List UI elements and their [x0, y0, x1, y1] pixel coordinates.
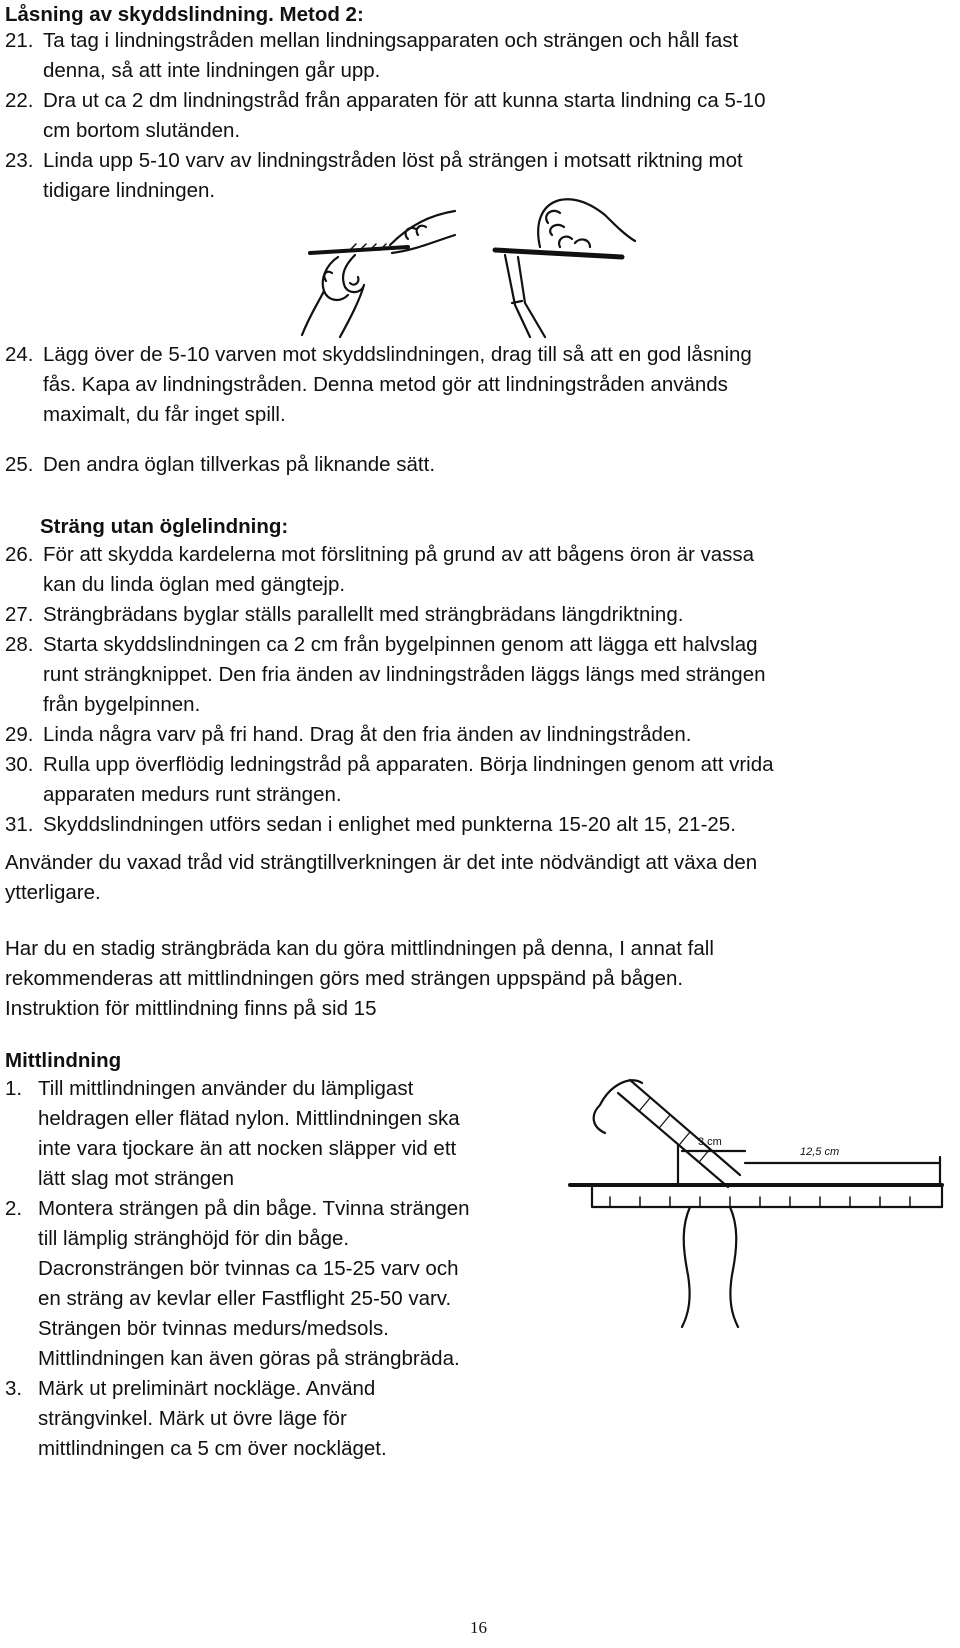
step-line: Strängbrädans byglar ställs parallellt med strängbrädans längdriktning. [43, 603, 684, 626]
step-line: en sträng av kevlar eller Fastflight 25-50 varv. [38, 1287, 452, 1310]
step-line: Dra ut ca 2 dm lindningstråd från apparaten för att kunna starta lindning ca 5-10 [43, 89, 766, 112]
step-number: 27. [5, 603, 34, 626]
paragraph-line: ytterligare. [5, 881, 101, 904]
step-line: Strängen bör tvinnas medurs/medsols. [38, 1317, 389, 1340]
step-number: 31. [5, 813, 34, 836]
step-number: 30. [5, 753, 34, 776]
step-line: Linda upp 5-10 varv av lindningstråden löst på strängen i motsatt riktning mot [43, 149, 743, 172]
step-line: heldragen eller flätad nylon. Mittlindningen ska [38, 1107, 460, 1130]
step-line: För att skydda kardelerna mot förslitning på grund av att bågens öron är vassa [43, 543, 755, 566]
step-line: Rulla upp överflödig ledningstråd på apparaten. Börja lindningen genom att vrida [43, 753, 774, 776]
step-line: mittlindningen ca 5 cm över nockläget. [38, 1437, 387, 1460]
step-line: Starta skyddslindningen ca 2 cm från bygelpinnen genom att lägga ett halvslag [43, 633, 758, 656]
dimension-label-12-5cm: 12,5 cm [800, 1146, 840, 1158]
step-line: tidigare lindningen. [43, 179, 216, 202]
step-line: från bygelpinnen. [43, 693, 201, 716]
step-number: 26. [5, 543, 34, 566]
dimension-label-3cm: 3 cm [698, 1136, 722, 1148]
heading-center-serving: Mittlindning [5, 1049, 122, 1072]
step-number: 28. [5, 633, 34, 656]
step-number: 3. [5, 1377, 23, 1400]
step-line: till lämplig stränghöjd för din båge. [38, 1227, 350, 1250]
paragraph-line: rekommenderas att mittlindningen görs med strängen uppspänd på bågen. [5, 967, 684, 990]
step-number: 21. [5, 29, 34, 52]
step-number: 23. [5, 149, 34, 172]
step-line: maximalt, du får inget spill. [43, 403, 286, 426]
step-line: Linda några varv på fri hand. Drag åt den fria änden av lindningstråden. [43, 723, 692, 746]
page-number: 16 [470, 1618, 487, 1637]
hands-winding-illustration [290, 195, 640, 345]
paragraph-line: Har du en stadig strängbräda kan du göra mittlindningen på denna, I annat fall [5, 937, 714, 960]
step-number: 25. [5, 453, 34, 476]
step-line: Montera strängen på din båge. Tvinna strängen [38, 1197, 470, 1220]
paragraph-line: Använder du vaxad tråd vid strängtillverkningen är det inte nödvändigt att växa den [5, 851, 758, 874]
step-line: Lägg över de 5-10 varven mot skyddslindningen, drag till så att en god låsning [43, 343, 752, 366]
step-line: lätt slag mot strängen [38, 1167, 234, 1190]
step-line: fås. Kapa av lindningstråden. Denna metod gör att lindningstråden används [43, 373, 728, 396]
step-number: 24. [5, 343, 34, 366]
step-line: strängvinkel. Märk ut övre läge för [38, 1407, 347, 1430]
step-line: runt strängknippet. Den fria änden av lindningstråden läggs längs med strängen [43, 663, 766, 686]
step-number: 2. [5, 1197, 23, 1220]
heading-no-loop: Sträng utan öglelindning: [40, 515, 289, 538]
heading-locking: Låsning av skyddslindning. Metod 2: [5, 3, 364, 26]
step-number: 22. [5, 89, 34, 112]
step-line: denna, så att inte lindningen går upp. [43, 59, 381, 82]
step-number: 29. [5, 723, 34, 746]
paragraph-line: Instruktion för mittlindning finns på sid 15 [5, 997, 377, 1020]
step-line: inte vara tjockare än att nocken släpper vid ett [38, 1137, 457, 1160]
step-line: Ta tag i lindningstråden mellan lindningsapparaten och strängen och håll fast [43, 29, 739, 52]
step-line: cm bortom slutänden. [43, 119, 241, 142]
step-line: Skyddslindningen utförs sedan i enlighet med punkterna 15-20 alt 15, 21-25. [43, 813, 736, 836]
step-line: Märk ut preliminärt nockläge. Använd [38, 1377, 376, 1400]
step-line: Dacronsträngen bör tvinnas ca 15-25 varv och [38, 1257, 459, 1280]
step-number: 1. [5, 1077, 23, 1100]
nocking-point-diagram [570, 1075, 950, 1330]
step-line: kan du linda öglan med gängtejp. [43, 573, 346, 596]
step-line: apparaten medurs runt strängen. [43, 783, 342, 806]
step-line: Den andra öglan tillverkas på liknande sätt. [43, 453, 436, 476]
step-line: Mittlindningen kan även göras på strängbräda. [38, 1347, 460, 1370]
paragraph-wax [5, 848, 757, 908]
step-line: Till mittlindningen använder du lämpligast [38, 1077, 414, 1100]
paragraph-board [5, 934, 714, 1024]
